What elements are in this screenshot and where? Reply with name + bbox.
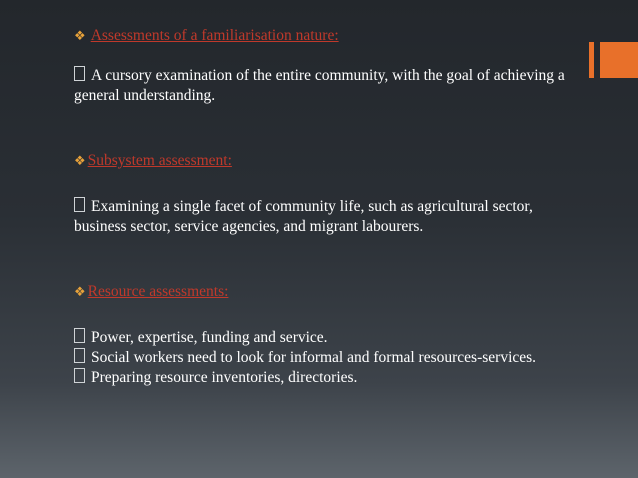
- box-glyph-icon: [74, 328, 85, 343]
- bullet-text: Preparing resource inventories, directories.: [91, 369, 358, 386]
- section-heading: [74, 282, 574, 302]
- bullet-item: [74, 328, 574, 348]
- section-heading: [74, 26, 574, 46]
- heading-text: Subsystem assessment:: [87, 152, 232, 169]
- box-glyph-icon: [74, 368, 85, 383]
- bullet-text: Social workers need to look for informal and formal resources-services.: [91, 349, 537, 366]
- heading-text: Resource assessments:: [87, 283, 229, 300]
- accent-bar-thin: [589, 42, 594, 78]
- bullet-text: Examining a single facet of community life, such as agricultural sector, business sector, service agencies, and migrant labourers.: [74, 198, 533, 235]
- bullet-text: Power, expertise, funding and service.: [91, 329, 328, 346]
- bullet-item: [74, 368, 574, 388]
- box-glyph-icon: [74, 348, 85, 363]
- slide-content: [74, 26, 574, 388]
- bullet-item: [74, 197, 574, 237]
- diamond-bullet-icon: ❖: [74, 28, 86, 43]
- diamond-bullet-icon: ❖: [74, 153, 86, 168]
- bullet-item: [74, 348, 574, 368]
- accent-bar-thick: [600, 42, 638, 78]
- bullet-item: [74, 66, 574, 106]
- heading-text: Assessments of a familiarisation nature:: [90, 27, 339, 44]
- box-glyph-icon: [74, 197, 85, 212]
- section-heading: [74, 151, 574, 171]
- diamond-bullet-icon: ❖: [74, 284, 86, 299]
- bullet-text: A cursory examination of the entire community, with the goal of achieving a general understanding.: [74, 67, 565, 104]
- box-glyph-icon: [74, 66, 85, 81]
